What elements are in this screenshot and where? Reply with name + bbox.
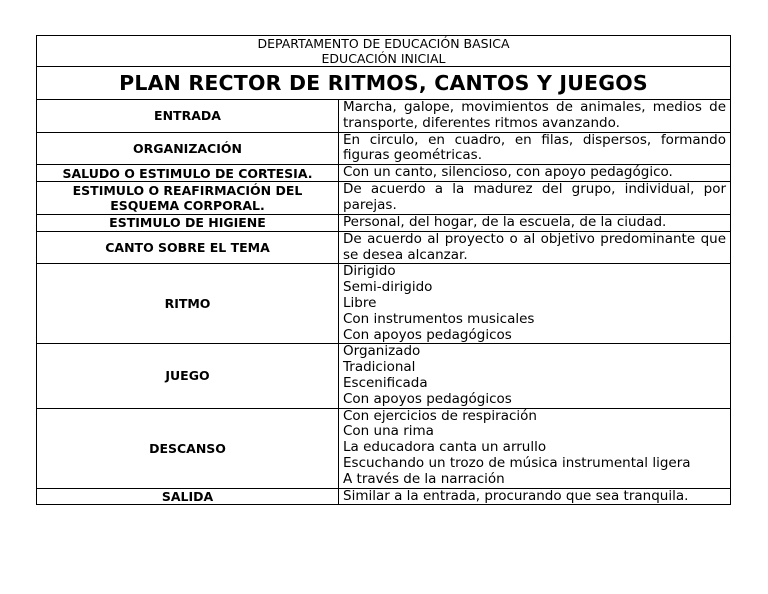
list-item: A través de la narración [343,470,505,487]
list-item: Con instrumentos musicales [343,310,535,327]
document-title: PLAN RECTOR DE RITMOS, CANTOS Y JUEGOS [37,67,731,100]
row-value-juego [339,344,731,408]
table-row [37,165,731,182]
department-name: DEPARTAMENTO DE EDUCACIÓN BASICA [257,36,510,51]
row-value-ritmo [339,264,731,344]
list-item: Tradicional [343,359,416,376]
table-row [37,214,731,231]
list-item: La educadora canta un arrullo [343,439,547,456]
subdepartment-name: EDUCACIÓN INICIAL [321,51,446,66]
plan-table [36,35,731,505]
list-item: Escuchando un trozo de música instrumental ligera [343,454,691,471]
title-row [37,67,731,100]
list-item: Semi-dirigido [343,279,433,296]
row-value-descanso [339,408,731,488]
row-label-juego: JUEGO [37,344,339,408]
header-cell [37,36,731,67]
row-value-canto: De acuerdo al proyecto o al objetivo predominante que se desea alcanzar. [339,231,731,264]
list-item: Escenificada [343,374,428,391]
row-value-higiene: Personal, del hogar, de la escuela, de la ciudad. [339,214,731,231]
table-row [37,488,731,505]
row-label-esquema-corporal: ESTIMULO O REAFIRMACIÓN DEL ESQUEMA CORPORAL. [37,181,339,214]
header-row [37,36,731,67]
table-row [37,344,731,408]
row-value-organizacion: En circulo, en cuadro, en filas, dispersos, formando figuras geométricas. [339,132,731,165]
row-label-canto: CANTO SOBRE EL TEMA [37,231,339,264]
row-label-descanso: DESCANSO [37,408,339,488]
row-label-salida: SALIDA [37,488,339,505]
table-row [37,132,731,165]
row-label-entrada: ENTRADA [37,100,339,133]
list-item: Con apoyos pedagógicos [343,326,512,343]
row-value-entrada: Marcha, galope, movimientos de animales, medios de transporte, diferentes ritmos avanzando. [339,100,731,133]
row-label-ritmo: RITMO [37,264,339,344]
list-item: Organizado [343,343,421,360]
table-row [37,181,731,214]
row-label-organizacion: ORGANIZACIÓN [37,132,339,165]
table-row [37,408,731,488]
row-label-saludo: SALUDO O ESTIMULO DE CORTESIA. [37,165,339,182]
table-row [37,100,731,133]
row-value-salida: Similar a la entrada, procurando que sea tranquila. [339,488,731,505]
table-row [37,231,731,264]
row-value-saludo: Con un canto, silencioso, con apoyo pedagógico. [339,165,731,182]
table-row [37,264,731,344]
list-item: Dirigido [343,263,396,280]
list-item: Con apoyos pedagógicos [343,390,512,407]
row-label-higiene: ESTIMULO DE HIGIENE [37,214,339,231]
list-item: Libre [343,294,377,311]
row-value-esquema-corporal: De acuerdo a la madurez del grupo, individual, por parejas. [339,181,731,214]
list-item: Con una rima [343,423,434,440]
list-item: Con ejercicios de respiración [343,407,537,424]
